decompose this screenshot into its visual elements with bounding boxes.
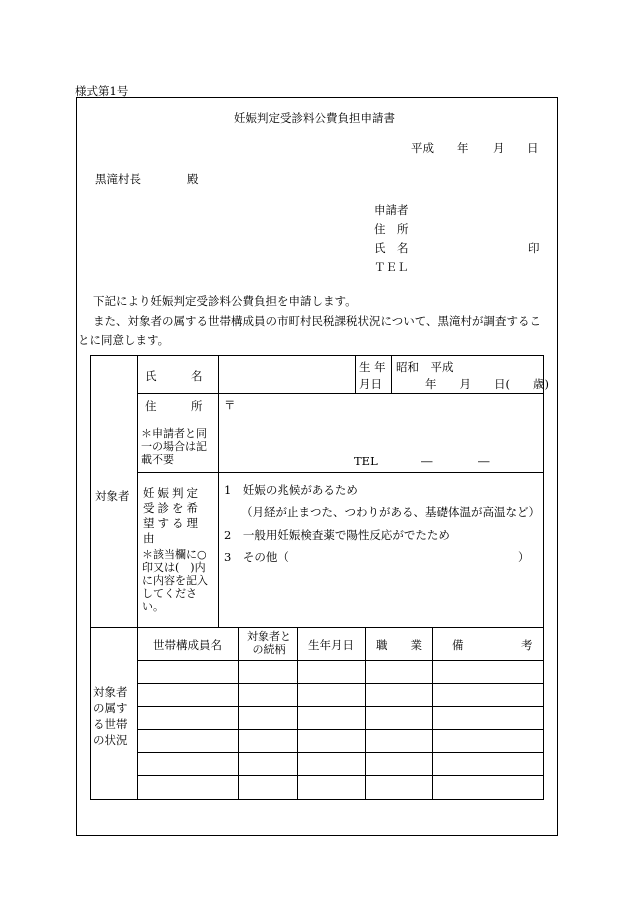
subject-address-label: 住 所: [145, 399, 203, 413]
hh-row-line-2: [137, 683, 543, 684]
reason-note: ＊該当欄に○印又は( )内に内容を記入してください。: [142, 548, 208, 613]
form-number: 様式第1号: [75, 84, 129, 98]
household-section-label: 対象者の属する世帯の状況: [93, 685, 128, 747]
reason-item-1: 1 妊娠の兆候があるため: [224, 483, 358, 497]
section-col-line: [137, 355, 138, 800]
addressee-name: 黒滝村長: [95, 172, 141, 186]
birth-label-right-line: [391, 355, 392, 393]
reason-item-3: 3 その他（: [224, 550, 289, 564]
applicant-name-label: 氏 名: [374, 241, 409, 255]
date-year: 年: [457, 141, 469, 155]
addressee-honorific: 殿: [187, 172, 199, 186]
hh-col-occupation: 職 業: [376, 638, 422, 652]
tel-label: TEL: [354, 454, 378, 468]
address-note: ＊申請者と同一の場合は記載不要: [141, 427, 207, 466]
label-col-line: [218, 355, 219, 627]
tel-dash-1: ―: [421, 454, 433, 468]
date-day: 日: [527, 141, 539, 155]
table-top-line: [90, 355, 543, 356]
address-row-bottom: [137, 472, 543, 473]
birth-label-top: 生 年: [359, 360, 386, 374]
hh-col-relationship: 対象者との続柄: [247, 630, 291, 656]
hh-row-line-1: [137, 660, 543, 661]
hh-row-line-6: [137, 775, 543, 776]
name-row-bottom: [137, 393, 543, 394]
hh-col-member-name: 世帯構成員名: [153, 638, 222, 652]
reason-item-3-close: ）: [518, 550, 530, 564]
hh-col-line-4: [432, 627, 433, 799]
table-left-line: [90, 355, 91, 800]
subject-section-label: 対象者: [95, 489, 130, 503]
body-text-line1: 下記により妊娠判定受診料公費負担を申請します。: [93, 294, 357, 308]
hh-row-line-5: [137, 752, 543, 753]
hh-col-line-1: [238, 627, 239, 799]
birth-label-left-line: [355, 355, 356, 393]
table-bottom-line: [90, 799, 543, 800]
subject-section-bottom: [90, 627, 543, 628]
reason-label: 妊娠判定受診を希望する理由: [143, 486, 201, 545]
hh-row-line-3: [137, 706, 543, 707]
body-text-line2a: また、対象者の属する世帯構成員の市町村民税課税状況について、黒滝村が調査するこ: [93, 314, 542, 328]
applicant-seal: 印: [528, 241, 540, 255]
date-era: 平成: [411, 141, 434, 155]
postal-mark: 〒: [224, 398, 236, 412]
date-month: 月: [493, 141, 505, 155]
hh-col-line-2: [297, 627, 298, 799]
hh-row-line-4: [137, 729, 543, 730]
form-title: 妊娠判定受診料公費負担申請書: [234, 111, 395, 125]
table-right-line: [543, 355, 544, 800]
birth-format: 年 月 日( 歳): [425, 377, 549, 391]
hh-col-birthdate: 生年月日: [308, 638, 354, 652]
hh-col-remarks: 備 考: [452, 638, 533, 652]
birth-era: 昭和 平成: [396, 360, 454, 374]
reason-item-2: 2 一般用妊娠検査薬で陽性反応がでたため: [224, 528, 450, 542]
reason-item-1-detail: （月経が止まつた、つわりがある、基礎体温が高温など）: [241, 505, 540, 519]
applicant-label: 申請者: [374, 203, 409, 217]
hh-col-line-3: [365, 627, 366, 799]
subject-name-label: 氏 名: [145, 369, 203, 383]
applicant-address-label: 住 所: [374, 222, 409, 236]
birth-label-bottom: 月日: [359, 377, 382, 391]
body-text-line2b: とに同意します。: [78, 333, 170, 347]
applicant-tel-label: ＴＥＬ: [374, 260, 409, 274]
tel-dash-2: ―: [478, 454, 490, 468]
